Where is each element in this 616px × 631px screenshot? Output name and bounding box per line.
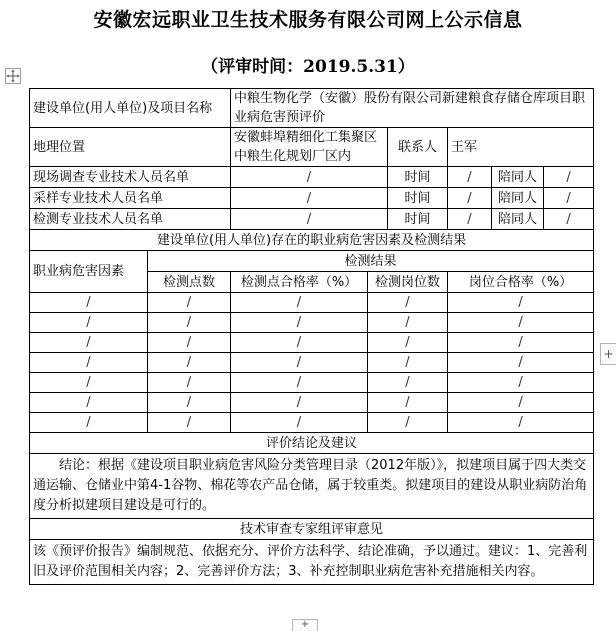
col-positions-header: 检测岗位数 xyxy=(368,272,448,293)
sampling-staff-row xyxy=(30,188,594,209)
hazard-section-row xyxy=(30,230,594,251)
unit-project-label: 建设单位(用人单位)及项目名称 xyxy=(30,89,231,128)
sampling-companion-label: 陪同人 xyxy=(492,188,544,209)
contact-label: 联系人 xyxy=(388,128,448,167)
table-row xyxy=(30,393,594,413)
testing-staff-row xyxy=(30,209,594,230)
conclusion-text: 结论：根据《建设项目职业病危害风险分类管理目录（2012年版）》，拟建项目属于四大类交通运输、仓储业中第4-1谷物、棉花等农产品仓储，属于较重类。拟建项目的建设从职业病防治角度分析拟建项目建设是可行的。 xyxy=(30,454,594,519)
hazard-cell: / xyxy=(231,353,368,373)
disclosure-table xyxy=(29,88,594,585)
hazard-cell: / xyxy=(148,333,231,353)
hazard-cell: / xyxy=(448,333,594,353)
sampling-staff-label: 采样专业技术人员名单 xyxy=(30,188,231,209)
hazard-cell: / xyxy=(368,333,448,353)
survey-staff-value: / xyxy=(231,167,388,188)
hazard-cell: / xyxy=(30,313,148,333)
hazard-cell: / xyxy=(231,393,368,413)
location-label: 地理位置 xyxy=(30,128,231,167)
hazard-cell: / xyxy=(231,333,368,353)
expert-section-title: 技术审查专家组评审意见 xyxy=(30,519,594,540)
survey-companion-label: 陪同人 xyxy=(492,167,544,188)
hazard-section-title: 建设单位(用人单位)存在的职业病危害因素及检测结果 xyxy=(30,230,594,251)
document-title: 安徽宏远职业卫生技术服务有限公司网上公示信息 xyxy=(93,9,523,31)
expert-opinion-row xyxy=(30,540,594,585)
hazard-cell: / xyxy=(368,353,448,373)
hazard-cell: / xyxy=(30,333,148,353)
hazard-cell: / xyxy=(368,293,448,313)
table-row xyxy=(30,373,594,393)
col-point-rate-header: 检测点合格率（%） xyxy=(231,272,368,293)
contact-value: 王军 xyxy=(448,128,594,167)
testing-time-label: 时间 xyxy=(388,209,448,230)
hazard-cell: / xyxy=(148,393,231,413)
hazard-cell: / xyxy=(231,373,368,393)
testing-companion-value: / xyxy=(544,209,594,230)
testing-companion-label: 陪同人 xyxy=(492,209,544,230)
table-row xyxy=(30,313,594,333)
hazard-cell: / xyxy=(30,413,148,433)
testing-staff-value: / xyxy=(231,209,388,230)
expert-opinion-text: 该《预评价报告》编制规范、依据充分、评价方法科学、结论准确，予以通过。建议：1、完善利旧及评价范围相关内容；2、完善评价方法；3、补充控制职业病危害补充措施相关内容。 xyxy=(30,540,594,585)
hazard-cell: / xyxy=(148,313,231,333)
col-points-header: 检测点数 xyxy=(148,272,231,293)
hazard-cell: / xyxy=(148,373,231,393)
location-row xyxy=(30,128,594,167)
survey-time-value: / xyxy=(448,167,492,188)
test-results-header: 检测结果 xyxy=(148,251,594,272)
hazard-cell: / xyxy=(448,413,594,433)
sampling-companion-value: / xyxy=(544,188,594,209)
survey-companion-value: / xyxy=(544,167,594,188)
testing-time-value: / xyxy=(448,209,492,230)
hazard-cell: / xyxy=(448,293,594,313)
hazard-cell: / xyxy=(448,313,594,333)
hazard-cell: / xyxy=(30,353,148,373)
hazard-factor-header: 职业病危害因素 xyxy=(30,251,148,293)
review-time: （评审时间：2019.5.31） xyxy=(201,57,415,77)
sampling-time-value: / xyxy=(448,188,492,209)
hazard-cell: / xyxy=(231,413,368,433)
hazard-cell: / xyxy=(30,373,148,393)
sampling-staff-value: / xyxy=(231,188,388,209)
hazard-cell: / xyxy=(448,353,594,373)
table-row xyxy=(30,333,594,353)
col-position-rate-header: 岗位合格率（%） xyxy=(448,272,594,293)
table-row xyxy=(30,293,594,313)
survey-time-label: 时间 xyxy=(388,167,448,188)
add-column-plus-icon[interactable]: + xyxy=(600,343,616,365)
hazard-cell: / xyxy=(231,313,368,333)
hazard-cell: / xyxy=(368,413,448,433)
hazard-cell: / xyxy=(368,393,448,413)
table-row xyxy=(30,353,594,373)
location-value: 安徽蚌埠精细化工集聚区中粮生化规划厂区内 xyxy=(231,128,388,167)
hazard-cell: / xyxy=(30,293,148,313)
conclusion-section-title: 评价结论及建议 xyxy=(30,433,594,454)
hazard-cell: / xyxy=(30,393,148,413)
hazard-cell: / xyxy=(448,393,594,413)
hazard-header-row-1 xyxy=(30,251,594,272)
hazard-cell: / xyxy=(448,373,594,393)
hazard-cell: / xyxy=(231,293,368,313)
hazard-cell: / xyxy=(368,373,448,393)
sampling-time-label: 时间 xyxy=(388,188,448,209)
hazard-cell: / xyxy=(368,313,448,333)
table-row xyxy=(30,413,594,433)
conclusion-row xyxy=(30,454,594,519)
survey-staff-row xyxy=(30,167,594,188)
testing-staff-label: 检测专业技术人员名单 xyxy=(30,209,231,230)
hazard-cell: / xyxy=(148,413,231,433)
unit-project-value: 中粮生物化学（安徽）股份有限公司新建粮食存储仓库项目职业病危害预评价 xyxy=(231,89,594,128)
expert-section-row xyxy=(30,519,594,540)
conclusion-section-row xyxy=(30,433,594,454)
unit-project-row xyxy=(30,89,594,128)
add-row-plus-icon[interactable]: + xyxy=(292,619,318,631)
hazard-cell: / xyxy=(148,293,231,313)
survey-staff-label: 现场调查专业技术人员名单 xyxy=(30,167,231,188)
hazard-cell: / xyxy=(148,353,231,373)
